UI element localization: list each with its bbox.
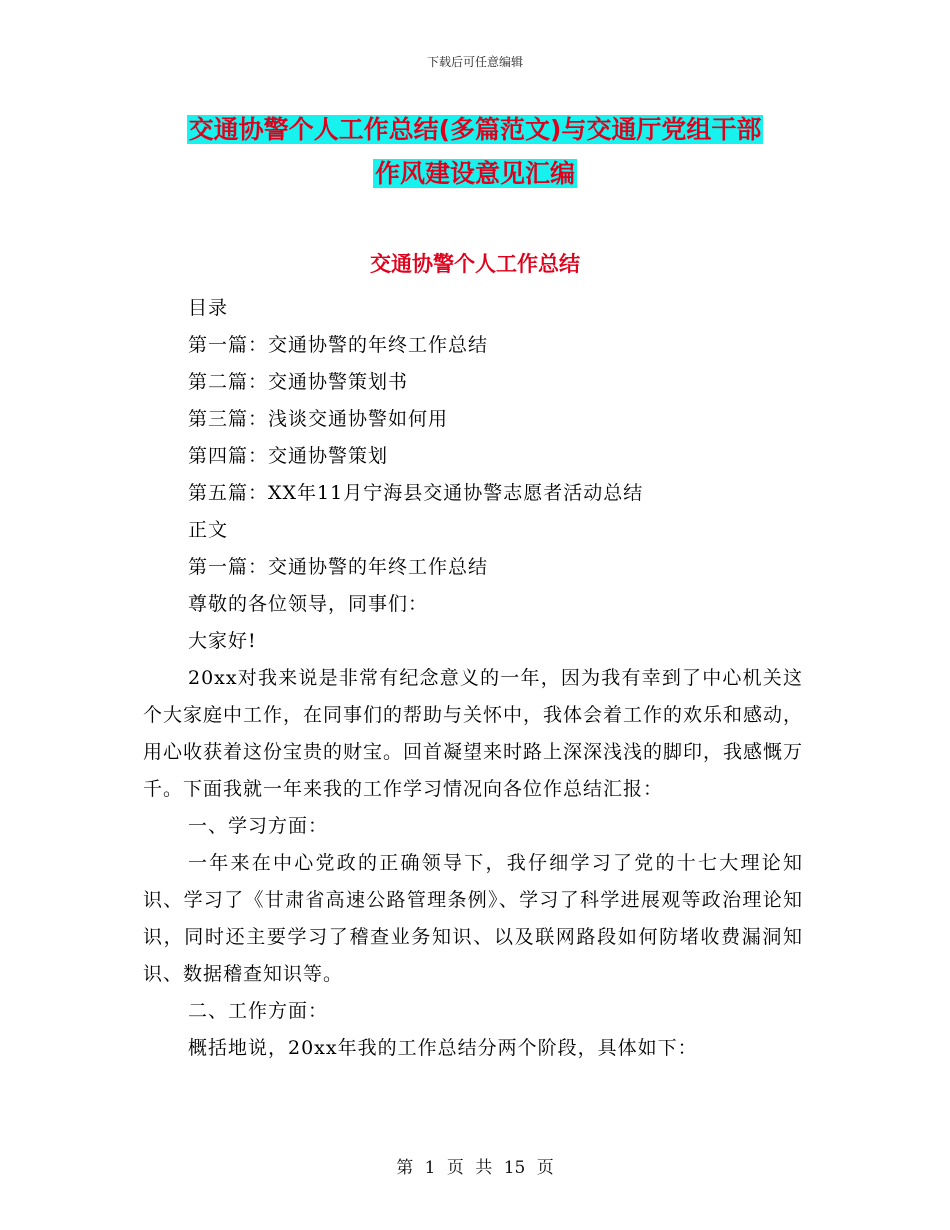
paragraph-study: 一年来在中心党政的正确领导下，我仔细学习了党的十七大理论知识、学习了《甘肃省高速公路管理条例》、学习了科学进展观等政治理论知识，同时还主要学习了稽查业务知识、以及联网路段如何防堵收费漏洞知识、数据稽查知识等。 bbox=[143, 852, 803, 985]
paragraph-work: 概括地说，20xx年我的工作总结分两个阶段，具体如下： bbox=[188, 1037, 698, 1059]
title-line-1-text: 交通协警个人工作总结(多篇范文)与交通厅党组干部 bbox=[188, 115, 762, 144]
document-body bbox=[143, 290, 803, 1067]
toc-item-4: 第四篇：交通协警策划 bbox=[188, 445, 389, 467]
body-heading: 正文 bbox=[188, 519, 229, 541]
toc-heading: 目录 bbox=[188, 297, 229, 319]
document-title-line-2 bbox=[0, 157, 950, 191]
document-title-line-1 bbox=[0, 113, 950, 147]
toc-item-3: 第三篇：浅谈交通协警如何用 bbox=[188, 408, 449, 430]
article-title: 第一篇：交通协警的年终工作总结 bbox=[188, 556, 489, 578]
salutation: 尊敬的各位领导，同事们： bbox=[188, 593, 429, 615]
toc-item-5: 第五篇：XX年11月宁海县交通协警志愿者活动总结 bbox=[188, 482, 644, 504]
toc-item-1: 第一篇：交通协警的年终工作总结 bbox=[188, 334, 489, 356]
toc-item-2: 第二篇：交通协警策划书 bbox=[188, 371, 409, 393]
header-note: 下载后可任意编辑 bbox=[426, 55, 523, 69]
page-footer: 第 1 页 共 15 页 bbox=[396, 1158, 554, 1178]
title-line-2-text: 作风建设意见汇编 bbox=[374, 159, 575, 188]
section-heading-work: 二、工作方面： bbox=[188, 1000, 329, 1022]
greeting: 大家好! bbox=[188, 630, 257, 652]
paragraph-intro: 20xx对我来说是非常有纪念意义的一年，因为我有幸到了中心机关这个大家庭中工作，在同事们的帮助与关怀中，我体会着工作的欢乐和感动，用心收获着这份宝贵的财宝。回首凝望来时路上深深浅浅的脚印，我感慨万千。下面我就一年来我的工作学习情况向各位作总结汇报： bbox=[143, 667, 804, 800]
section-heading-study: 一、学习方面： bbox=[188, 815, 329, 837]
section-title: 交通协警个人工作总结 bbox=[370, 252, 580, 276]
